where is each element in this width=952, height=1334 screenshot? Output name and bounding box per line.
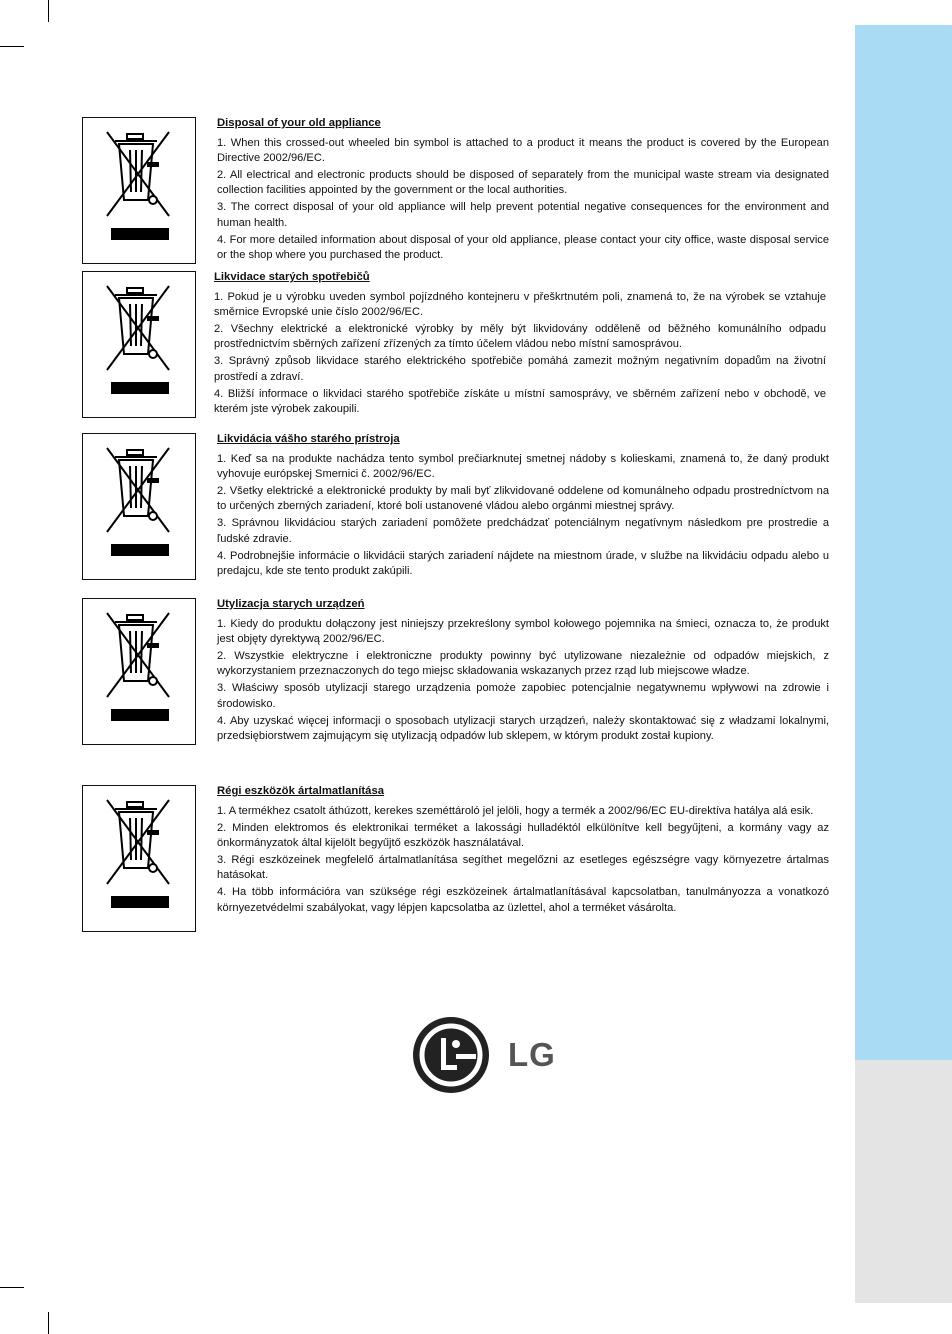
bin-drawing [101,446,179,536]
paragraph: 1. Keď sa na produkte nachádza tento symbol prečiarknutej smetnej nádoby s kolieskami, znamená to, že daný produkt vyhovuje európskej Smernici č. 2002/96/EC. [217,453,829,481]
paragraph: 2. Všechny elektrické a elektronické výrobky by měly být likvidovány odděleně od běžného komunálního odpadu prostřednictvím sběrných zařízení zřízených za tímto účelem vládou nebo místní samosprávou. [214,323,826,351]
crossed-out-wheeled-bin-icon [82,433,196,580]
paragraph: 4. Aby uzyskać więcej informacji o sposobach utylizacji starych urządzeń, należy skontaktować się z władzami lokalnymi, przedsiębiorstwem zajmującym się utylizacją odpadów lub sklepem, w którym produkt został kupiony. [217,714,829,742]
section-heading: Utylizacja starych urządzeń [217,598,365,610]
section-heading: Disposal of your old appliance [217,117,381,129]
paragraph: 2. Minden elektromos és elektronikai terméket a lakossági hulladéktól elkülönítve kell begyűjteni, a kormány vagy az önkormányzatok által kijelölt begyűjtő eszközök használatával. [217,822,829,850]
side-tab-blue [855,25,952,1060]
paragraph: 3. Régi eszközeinek megfelelő ártalmatlanítása segíthet megelőzni az esetleges egészségre vagy környezetre ártalmas hatásokat. [217,854,829,882]
paragraph: 4. Podrobnejšie informácie o likvidácii starých zariadení nájdete na miestnom úrade, v službe na likvidáciu odpadu alebo u predajcu, kde ste tento produkt zakúpili. [217,549,829,577]
paragraph: 1. When this crossed-out wheeled bin symbol is attached to a product it means the product is covered by the European Directive 2002/96/EC. [217,137,829,165]
crossed-out-wheeled-bin-icon [82,785,196,932]
section-heading: Likvidácia vášho starého prístroja [217,433,400,445]
paragraph: 4. Ha több információra van szüksége régi eszközeinek ártalmatlanításával kapcsolatban, tanulmányozza a vonatkozó környezetvédelmi szabályokat, vagy lépjen kapcsolatba az üzlettel, ahol a terméket vásárolta. [217,886,829,914]
paragraph: 3. Správný způsob likvidace starého elektrického spotřebiče pomáhá zamezit možným negativním dopadům na životní prostředí a zdraví. [214,355,826,383]
bin-drawing [101,284,179,374]
section-heading: Régi eszközök ártalmatlanítása [217,785,385,797]
paragraph: 4. For more detailed information about disposal of your old appliance, please contact your city office, waste disposal service or the shop where you purchased the product. [217,233,829,261]
lg-wordmark: LG [508,1036,556,1073]
bin-underline-bar [111,709,169,721]
paragraph: 2. Všetky elektrické a elektronické produkty by mali byť zlikvidované oddelene od komunálneho odpadu prostredníctvom na to určených zberných zariadení, ktoré boli ustanovené vládou alebo orgánmi miestnej správy. [217,485,829,513]
bin-drawing [101,130,179,220]
crop-mark [48,1312,49,1334]
bin-underline-bar [111,382,169,394]
section-heading: Likvidace starých spotřebičů [214,271,370,283]
crossed-out-wheeled-bin-icon [82,117,196,264]
bin-drawing [101,611,179,701]
side-tab-grey [855,1060,952,1303]
lg-face-icon [412,1016,492,1094]
paragraph: 1. Pokud je u výrobku uveden symbol pojízdného kontejneru v přeškrtnutém poli, znamená to, že na výrobek se vztahuje směrnice Evropské unie číslo 2002/96/EC. [214,291,826,319]
crop-mark [48,0,49,22]
lg-logo [412,1016,557,1094]
crossed-out-wheeled-bin-icon [82,598,196,745]
bin-drawing [101,798,179,888]
paragraph: 1. A termékhez csatolt áthúzott, kerekes szeméttároló jel jelöli, hogy a termék a 2002/96/EC EU-direktíva hatálya alá esik. [217,805,814,817]
crop-mark [0,46,24,47]
paragraph: 2. All electrical and electronic products should be disposed of separately from the municipal waste stream via designated collection facilities appointed by the government or the local authorities. [217,169,829,197]
bin-underline-bar [111,228,169,240]
paragraph: 4. Bližší informace o likvidaci starého spotřebiče získáte u místní samosprávy, ve sběrném zařízení nebo v obchodě, ve kterém jste výrobek zakoupili. [214,387,826,415]
bin-underline-bar [111,544,169,556]
paragraph: 1. Kiedy do produktu dołączony jest niniejszy przekreślony symbol kołowego pojemnika na śmieci, oznacza to, że produkt jest objęty dyrektywą 2002/96/EC. [217,618,829,646]
paragraph: 3. Správnou likvidáciou starých zariadení pomôžete predchádzať potenciálnym negatívnym následkom pre prostredie a ľudské zdravie. [217,517,829,545]
paragraph: 3. Właściwy sposób utylizacji starego urządzenia pomoże zapobiec potencjalnie negatywnemu wpływowi na zdrowie i środowisko. [217,682,829,710]
crossed-out-wheeled-bin-icon [82,271,196,418]
paragraph: 3. The correct disposal of your old appliance will help prevent potential negative consequences for the environment and human health. [217,201,829,229]
bin-underline-bar [111,896,169,908]
crop-mark [0,1287,24,1288]
paragraph: 2. Wszystkie elektryczne i elektroniczne produkty powinny być utylizowane niezależnie od odpadów miejskich, z wykorzystaniem przeznaczonych do tego miejsc składowania wskazanych przez rząd lub miejscowe władze. [217,650,829,678]
